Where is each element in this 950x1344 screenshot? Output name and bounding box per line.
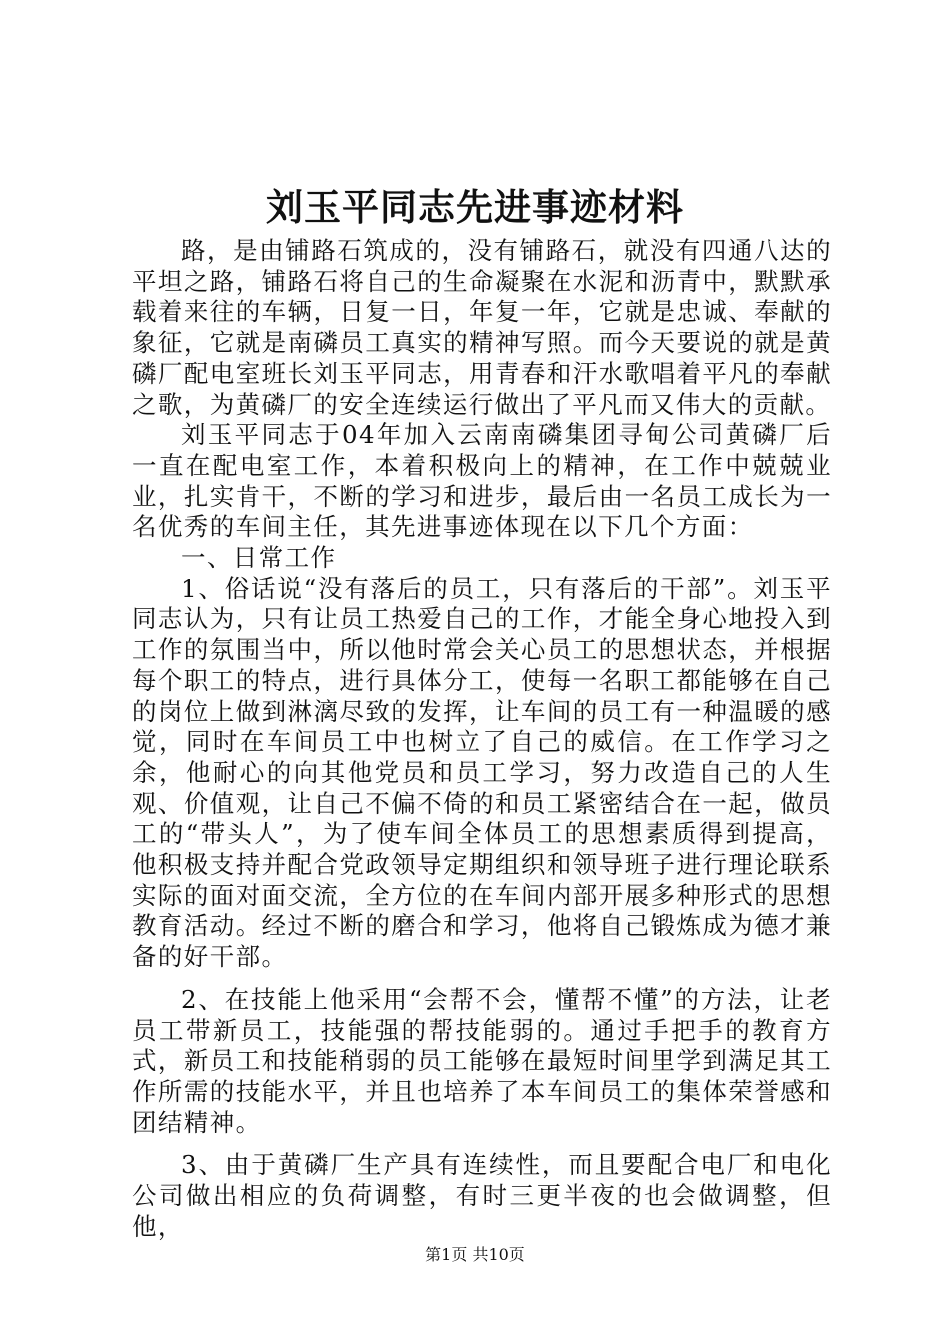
document-title: 刘玉平同志先进事迹材料 <box>266 185 684 229</box>
page-footer: 第1页 共10页 <box>425 1245 525 1264</box>
paragraph-intro: 路，是由铺路石筑成的，没有铺路石，就没有四通八达的平坦之路，铺路石将自己的生命凝聚在水泥和沥青中，默默承载着来往的车辆，日复一日，年复一年，它就是忠诚、奉献的象征，它就是南磷员工真实的精神写照。而今天要说的就是黄磷厂配电室班长刘玉平同志，用青春和汗水歌唱着平凡的奉献之歌，为黄磷厂的安全连续运行做出了平凡而又伟大的贡献。 <box>132 236 832 419</box>
document-body <box>132 236 832 1243</box>
paragraph-item-2: 2、在技能上他采用“会帮不会，懂帮不懂”的方法，让老员工带新员工，技能强的帮技能弱的。通过手把手的教育方式，新员工和技能稍弱的员工能够在最短时间里学到满足其工作所需的技能水平，并且也培养了本车间员工的集体荣誉感和团结精神。 <box>132 984 832 1137</box>
section-heading: 一、日常工作 <box>181 543 337 573</box>
paragraph-background: 刘玉平同志于04年加入云南南磷集团寻甸公司黄磷厂后一直在配电室工作，本着积极向上的精神，在工作中兢兢业业，扎实肯干，不断的学习和进步，最后由一名员工成长为一名优秀的车间主任，其先进事迹体现在以下几个方面： <box>132 420 832 542</box>
paragraph-item-3: 3、由于黄磷厂生产具有连续性，而且要配合电厂和电化公司做出相应的负荷调整，有时三更半夜的也会做调整，但他， <box>132 1150 832 1241</box>
paragraph-item-1: 1、俗话说“没有落后的员工，只有落后的干部”。刘玉平同志认为，只有让员工热爱自己的工作，才能全身心地投入到工作的氛围当中，所以他时常会关心员工的思想状态，并根据每个职工的特点，进行具体分工，使每一名职工都能够在自己的岗位上做到淋漓尽致的发挥，让车间的员工有一种温暖的感觉，同时在车间员工中也树立了自己的威信。在工作学习之余，他耐心的向其他党员和员工学习，努力改造自己的人生观、价值观，让自己不偏不倚的和员工紧密结合在一起，做员工的“带头人”，为了使车间全体员工的思想素质得到提高，他积极支持并配合党政领导定期组织和领导班子进行理论联系实际的面对面交流，全方位的在车间内部开展多种形式的思想教育活动。经过不断的磨合和学习，他将自己锻炼成为德才兼备的好干部。 <box>132 573 832 972</box>
